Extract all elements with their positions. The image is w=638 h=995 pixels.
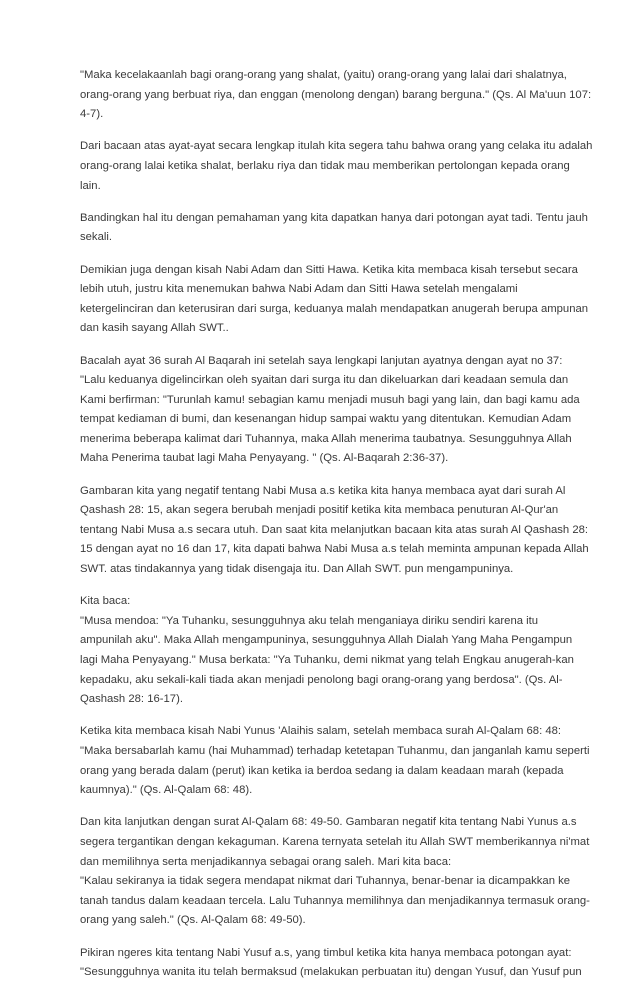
text-line: Dari bacaan atas ayat-ayat secara lengkap itulah kita segera tahu bahwa orang yang celaka itu adalah	[80, 140, 593, 153]
paragraph-al-qalam	[80, 813, 590, 931]
text-line: Ketika kita membaca kisah Nabi Yunus 'Alaihis salam, setelah membaca surah Al-Qalam 68: 48:	[80, 725, 562, 738]
text-line: Pikiran ngeres kita tentang Nabi Yusuf a.s, yang timbul ketika kita hanya membaca potongan ayat:	[80, 946, 572, 959]
text-line: kaumnya)." (Qs. Al-Qalam 68: 48).	[80, 784, 253, 797]
text-line: Bacalah ayat 36 surah Al Baqarah ini setelah saya lengkapi lanjutan ayatnya dengan ayat no 37:	[80, 354, 563, 367]
text-line: "Maka kecelakaanlah bagi orang-orang yang shalat, (yaitu) orang-orang yang lalai dari shalatnya,	[80, 69, 567, 81]
text-line: Demikian juga dengan kisah Nabi Adam dan Sitti Hawa. Ketika kita membaca kisah tersebut secara	[80, 263, 578, 276]
text-line: Qashash 28: 15, akan segera berubah menjadi positif ketika kita membaca penuturan Al-Qur'an	[80, 504, 559, 517]
paragraph-adam-hawa	[80, 261, 589, 339]
text-line: sekali.	[80, 231, 113, 244]
paragraph-al-baqarah	[80, 352, 580, 470]
text-line: lain.	[80, 179, 101, 192]
text-line: dan memilihnya serta menjadikannya sebagai orang saleh. Mari kita baca:	[80, 855, 452, 868]
text-line: "Musa mendoa: "Ya Tuhanku, sesungguhnya aku telah menganiaya diriku sendiri karena itu	[80, 614, 539, 627]
paragraph-nabi-yusuf	[80, 944, 582, 983]
text-line: tempat kediaman di bumi, dan kesenangan hidup sampai waktu yang ditentukan. Kemudian Adam	[80, 413, 572, 426]
text-line: "Sesungguhnya wanita itu telah bermaksud (melakukan perbuatan itu) dengan Yusuf, dan Yusuf pun	[80, 966, 582, 979]
text-line: Maha Penerima taubat lagi Maha Penyayang. " (Qs. Al-Baqarah 2:36-37).	[80, 452, 449, 465]
text-line: orang-orang yang berbuat riya, dan enggan (menolong dengan) barang berguna." (Qs. Al Ma'uun 107:	[80, 88, 592, 101]
paragraph-quote-maun	[80, 66, 592, 125]
text-line: SWT. atas tindakannya yang tidak disengaja itu. Dan Allah SWT. pun mengampuninya.	[80, 563, 514, 576]
text-line: menerima beberapa kalimat dari Tuhannya, maka Allah menerima taubatnya. Sesungguhnya Allah	[80, 432, 572, 445]
text-line: lebih utuh, justru kita menemukan bahwa Nabi Adam dan Sitti Hawa setelah mengalami	[80, 283, 518, 296]
document-page	[80, 66, 593, 995]
text-line: "Lalu keduanya digelincirkan oleh syaitan dari surga itu dan dikeluarkan dari keadaan semula dan	[80, 374, 569, 387]
text-line: Kita baca:	[80, 595, 131, 608]
text-line: 15 dengan ayat no 16 dan 17, kita dapati bahwa Nabi Musa a.s telah meminta ampunan kepada Allah	[80, 543, 589, 556]
paragraph-bandingkan	[80, 209, 588, 248]
text-line: Kami berfirman: "Turunlah kamu! sebagian kamu menjadi musuh bagi yang lain, dan bagi kamu ada	[80, 393, 580, 406]
text-line: ketergelinciran dan keterusiran dari surga, keduanya malah mendapatkan anugerah berupa ampunan	[80, 302, 589, 315]
text-line: kepadaku, aku sekali-kali tiada akan menjadi penolong bagi orang-orang yang berdosa". (Qs. Al-	[80, 673, 563, 686]
text-line: Bandingkan hal itu dengan pemahaman yang kita dapatkan hanya dari potongan ayat tadi. Tentu jauh	[80, 211, 588, 224]
text-line: ampunilah aku". Maka Allah mengampuninya, sesungguhnya Allah Dialah Yang Maha Pengampun	[80, 634, 573, 647]
paragraph-nabi-musa	[80, 482, 589, 580]
text-line: orang yang berada dalam (perut) ikan ketika ia berdoa sedang ia dalam keadaan marah (kepada	[80, 764, 564, 777]
paragraph-kita-baca	[80, 592, 575, 710]
text-line: tanah tandus dalam keadaan tercela. Lalu Tuhannya memilihnya dan menjadikannya termasuk orang-	[80, 894, 590, 907]
text-line: orang-orang lalai ketika shalat, berlaku riya dan tidak mau memberikan pertolongan kepada orang	[80, 159, 570, 172]
text-line: "Maka bersabarlah kamu (hai Muhammad) terhadap ketetapan Tuhanmu, dan janganlah kamu seperti	[80, 744, 590, 757]
paragraph-nabi-yunus	[80, 722, 590, 800]
text-line: lagi Maha Penyayang." Musa berkata: "Ya Tuhanku, demi nikmat yang telah Engkau anugerah-kan	[80, 654, 574, 666]
text-line: Qashash 28: 16-17).	[80, 693, 183, 706]
text-line: segera tergantikan dengan kekaguman. Karena ternyata setelah itu Allah SWT memberikannya ni'mat	[80, 835, 590, 848]
text-line: tentang Nabi Musa a.s secara utuh. Dan saat kita melanjutkan bacaan kita atas surah Al Qashash 28:	[80, 523, 589, 536]
text-line: Dan kita lanjutkan dengan surat Al-Qalam 68: 49-50. Gambaran negatif kita tentang Nabi Yunus a.s	[80, 816, 577, 829]
text-line: orang yang saleh." (Qs. Al-Qalam 68: 49-50).	[80, 914, 306, 927]
text-line: 4-7).	[80, 108, 104, 121]
text-line: dan kasih sayang Allah SWT..	[80, 322, 229, 335]
text-line: Gambaran kita yang negatif tentang Nabi Musa a.s ketika kita hanya membaca ayat dari surah Al	[80, 484, 566, 497]
text-line: "Kalau sekiranya ia tidak segera mendapat nikmat dari Tuhannya, benar-benar ia dicampakkan ke	[80, 875, 571, 888]
paragraph-celaka	[80, 137, 593, 196]
